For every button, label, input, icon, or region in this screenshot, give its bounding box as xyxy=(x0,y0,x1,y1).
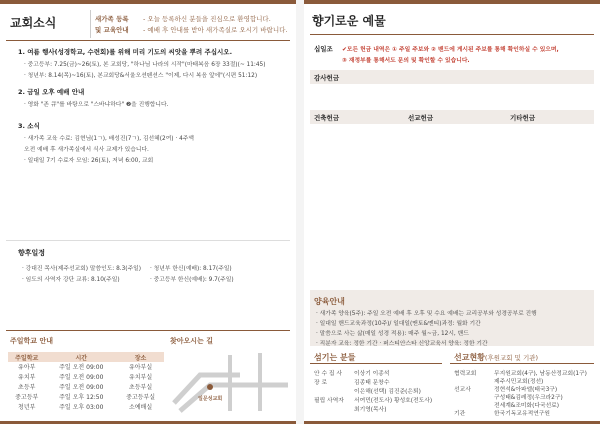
table-cell: 주일 오전 09:00 xyxy=(59,374,104,382)
right-page xyxy=(304,0,600,424)
mission-offering-label: 선교헌금 xyxy=(408,114,434,122)
page-gutter xyxy=(296,0,304,424)
schedule-item: · 임도의 사역자 강단 교류: 8.10(주일) xyxy=(22,277,120,283)
column-header: 시간 xyxy=(45,352,117,362)
column-header: 장소 xyxy=(117,352,164,362)
mission-names: 정현석&아파엘(태국3구) xyxy=(494,387,558,393)
tithe-label: 십일조 xyxy=(314,45,333,53)
column-header: 주일학교 xyxy=(8,352,45,362)
section-item: · 일대일 7기 수료자 모임: 26(토), 저녁 6:00, 교회 xyxy=(24,158,154,164)
table-cell: 주일 오후 03:00 xyxy=(59,403,104,411)
table-cell: 유아부 xyxy=(18,364,36,372)
table-cell: 소예배실 xyxy=(128,403,153,411)
mission-kind: 선교사 xyxy=(454,387,471,393)
mission-title-text: 선교현황 xyxy=(454,353,485,362)
mission-kind: 기관 xyxy=(454,411,466,417)
section-item: · 중고등부: 7.25(금)~26(토), 본 교회당, "하나님 나라의 시작"(마태복음 6장 33절)(~ 11:45) xyxy=(24,62,266,68)
table-cell: 중고등부 xyxy=(15,393,39,401)
section-heading: 3. 소식 xyxy=(18,122,40,130)
table-cell: 청년부 xyxy=(18,403,36,411)
table-cell: 유아부실 xyxy=(128,364,153,372)
mission-kind: 협력교회 xyxy=(454,371,477,377)
page-title: 향기로운 예물 xyxy=(312,14,386,28)
mission-names: 한국기독교유적연구원 xyxy=(494,411,550,417)
servants-title: 섬기는 분들 xyxy=(314,353,356,362)
thanks-offering-label: 감사헌금 xyxy=(314,74,340,82)
servant-role: 필립 사역자 xyxy=(314,398,344,404)
mission-names: 제주시민교회(정선) xyxy=(494,379,544,385)
table-cell: 주일 오후 12:50 xyxy=(59,393,104,401)
schedule-item: · 중고등부 한신(예배): 9.7(주일) xyxy=(150,277,234,283)
mission-names: 무지원교회(4구), 남동산정교회(1구) xyxy=(494,371,587,377)
page-title: 교회소식 xyxy=(10,16,57,30)
thanks-strip xyxy=(310,70,594,84)
newcomer-row xyxy=(95,25,287,34)
sunday-school-title: 주일학교 안내 xyxy=(10,337,54,345)
map-drawing xyxy=(170,345,290,415)
table-header-row xyxy=(8,352,164,362)
newcomer-box xyxy=(90,10,290,38)
table-row xyxy=(8,391,164,401)
table-row xyxy=(8,362,164,372)
divider xyxy=(310,34,594,35)
table-cell: 주일 오전 09:00 xyxy=(59,364,104,372)
section-item: · 청년부: 8.14(목)~16(토), 본교회당&서울오션펜션스 "이제, 다시 복음 앞에"(시편 51:12) xyxy=(24,73,258,79)
top-band xyxy=(304,0,600,4)
section-item: · 영화 "존 큐"를 바탕으로 "스바냐하다" ❷을 진행합니다. xyxy=(24,102,169,108)
servant-names: 이상기 이종석 xyxy=(354,371,390,377)
table-row xyxy=(8,382,164,392)
guide-item: · 새가족 양육(5주): 주일 오전 예배 후 오후 및 수요 예배는 교리공부와 성경공부로 진행 xyxy=(316,311,537,317)
newcomer-label: 및 교육안내 xyxy=(95,26,129,34)
sunday-school-table xyxy=(8,352,164,411)
servant-names: 김종태 문창수 xyxy=(354,380,390,386)
servant-role: 장 로 xyxy=(314,380,328,386)
mission-subtitle: (후원교회 및 기관) xyxy=(484,354,539,362)
map-place-label: 일문성교회 xyxy=(198,396,223,402)
table-row xyxy=(8,372,164,382)
divider xyxy=(6,330,290,331)
guide-item: · 직분자 교육: 정한 기간 · 퍼스티안스타 신앙교육서 양육: 정한 기간 xyxy=(316,341,488,347)
divider xyxy=(6,240,290,241)
other-offering-label: 기타헌금 xyxy=(510,114,536,122)
newcomer-row xyxy=(95,14,271,23)
table-row xyxy=(8,401,164,411)
section-heading: 1. 여름 행사(성경학교, 수련회)를 위해 미리 기도의 씨앗을 뿌려 주십시오. xyxy=(18,48,233,56)
location-map xyxy=(170,345,290,415)
table-cell: 주일 오전 09:00 xyxy=(59,383,104,391)
section-heading: 2. 금일 오후 예배 안내 xyxy=(18,88,85,96)
newcomer-label: 새가족 등록 xyxy=(95,15,129,23)
left-page xyxy=(0,0,296,424)
guide-item: · 일대일 핸드교육과정(10주)/ 일대일(맨토&멘티)과정: 월화 기간 xyxy=(316,321,481,327)
servant-names: 최기영(목사) xyxy=(354,407,387,413)
section-item: · 새가족 교육 수료: 김현님(1ㄱ), 배성진(7ㄱ), 김선혜(2여) · 4주액 xyxy=(24,136,194,142)
servant-names: 이은해(선택) 김진준(은퇴) xyxy=(354,389,421,395)
newcomer-text: - 예배 후 안내를 받아 새가족실로 오시기 바랍니다. xyxy=(143,26,288,34)
table-cell: 중고등부실 xyxy=(126,393,156,401)
divider xyxy=(310,363,442,364)
table-cell: 유치부실 xyxy=(128,374,153,382)
top-band xyxy=(0,0,296,4)
newcomer-text: - 오늘 등록하신 분들을 진심으로 환영합니다. xyxy=(143,15,271,23)
schedule-title: 향후일정 xyxy=(18,249,46,257)
notice-line: ③ 재정부를 통해서도 문의 및 확인할 수 있습니다. xyxy=(342,58,470,64)
servant-role: 안 수 집 사 xyxy=(314,371,342,377)
schedule-item: · 청년부 한신(예배): 8.17(주일) xyxy=(150,266,232,272)
table-cell: 초등부실 xyxy=(128,383,153,391)
schedule-item: · 강대진 목사(제주선교회) 말씀인도: 8.3(주일) xyxy=(22,266,142,272)
map-title: 찾아오시는 길 xyxy=(170,337,214,345)
servant-names: 서여민(전도사) 황성호(전도사) xyxy=(354,398,433,404)
building-offering-label: 건축헌금 xyxy=(314,114,340,122)
mission-names: 전세계&조미화(다국선료) xyxy=(494,403,560,409)
table-cell: 유치부 xyxy=(18,374,36,382)
divider xyxy=(6,40,290,41)
guide-item: · 말씀으로 사는 삶(매일 성경 적용): 매주 월~금, 12시, 밴드 xyxy=(316,331,469,337)
mission-title xyxy=(454,352,538,363)
divider xyxy=(450,363,594,364)
table-cell: 초등부 xyxy=(18,383,36,391)
notice-line: ✔모든 헌금 내역은 ① 주일 주보와 ② 밴드에 게시된 주보를 통해 확인하실 수 있으며, xyxy=(342,47,559,53)
offering-columns-strip xyxy=(310,110,594,124)
section-item: 오전 예배 후 새가족실에서 식사 교제가 있습니다. xyxy=(24,147,149,153)
guide-title: 양육안내 xyxy=(314,297,345,306)
mission-names: 구성태&김레정(우크라2구) xyxy=(494,395,563,401)
location-pin-icon xyxy=(207,384,213,390)
